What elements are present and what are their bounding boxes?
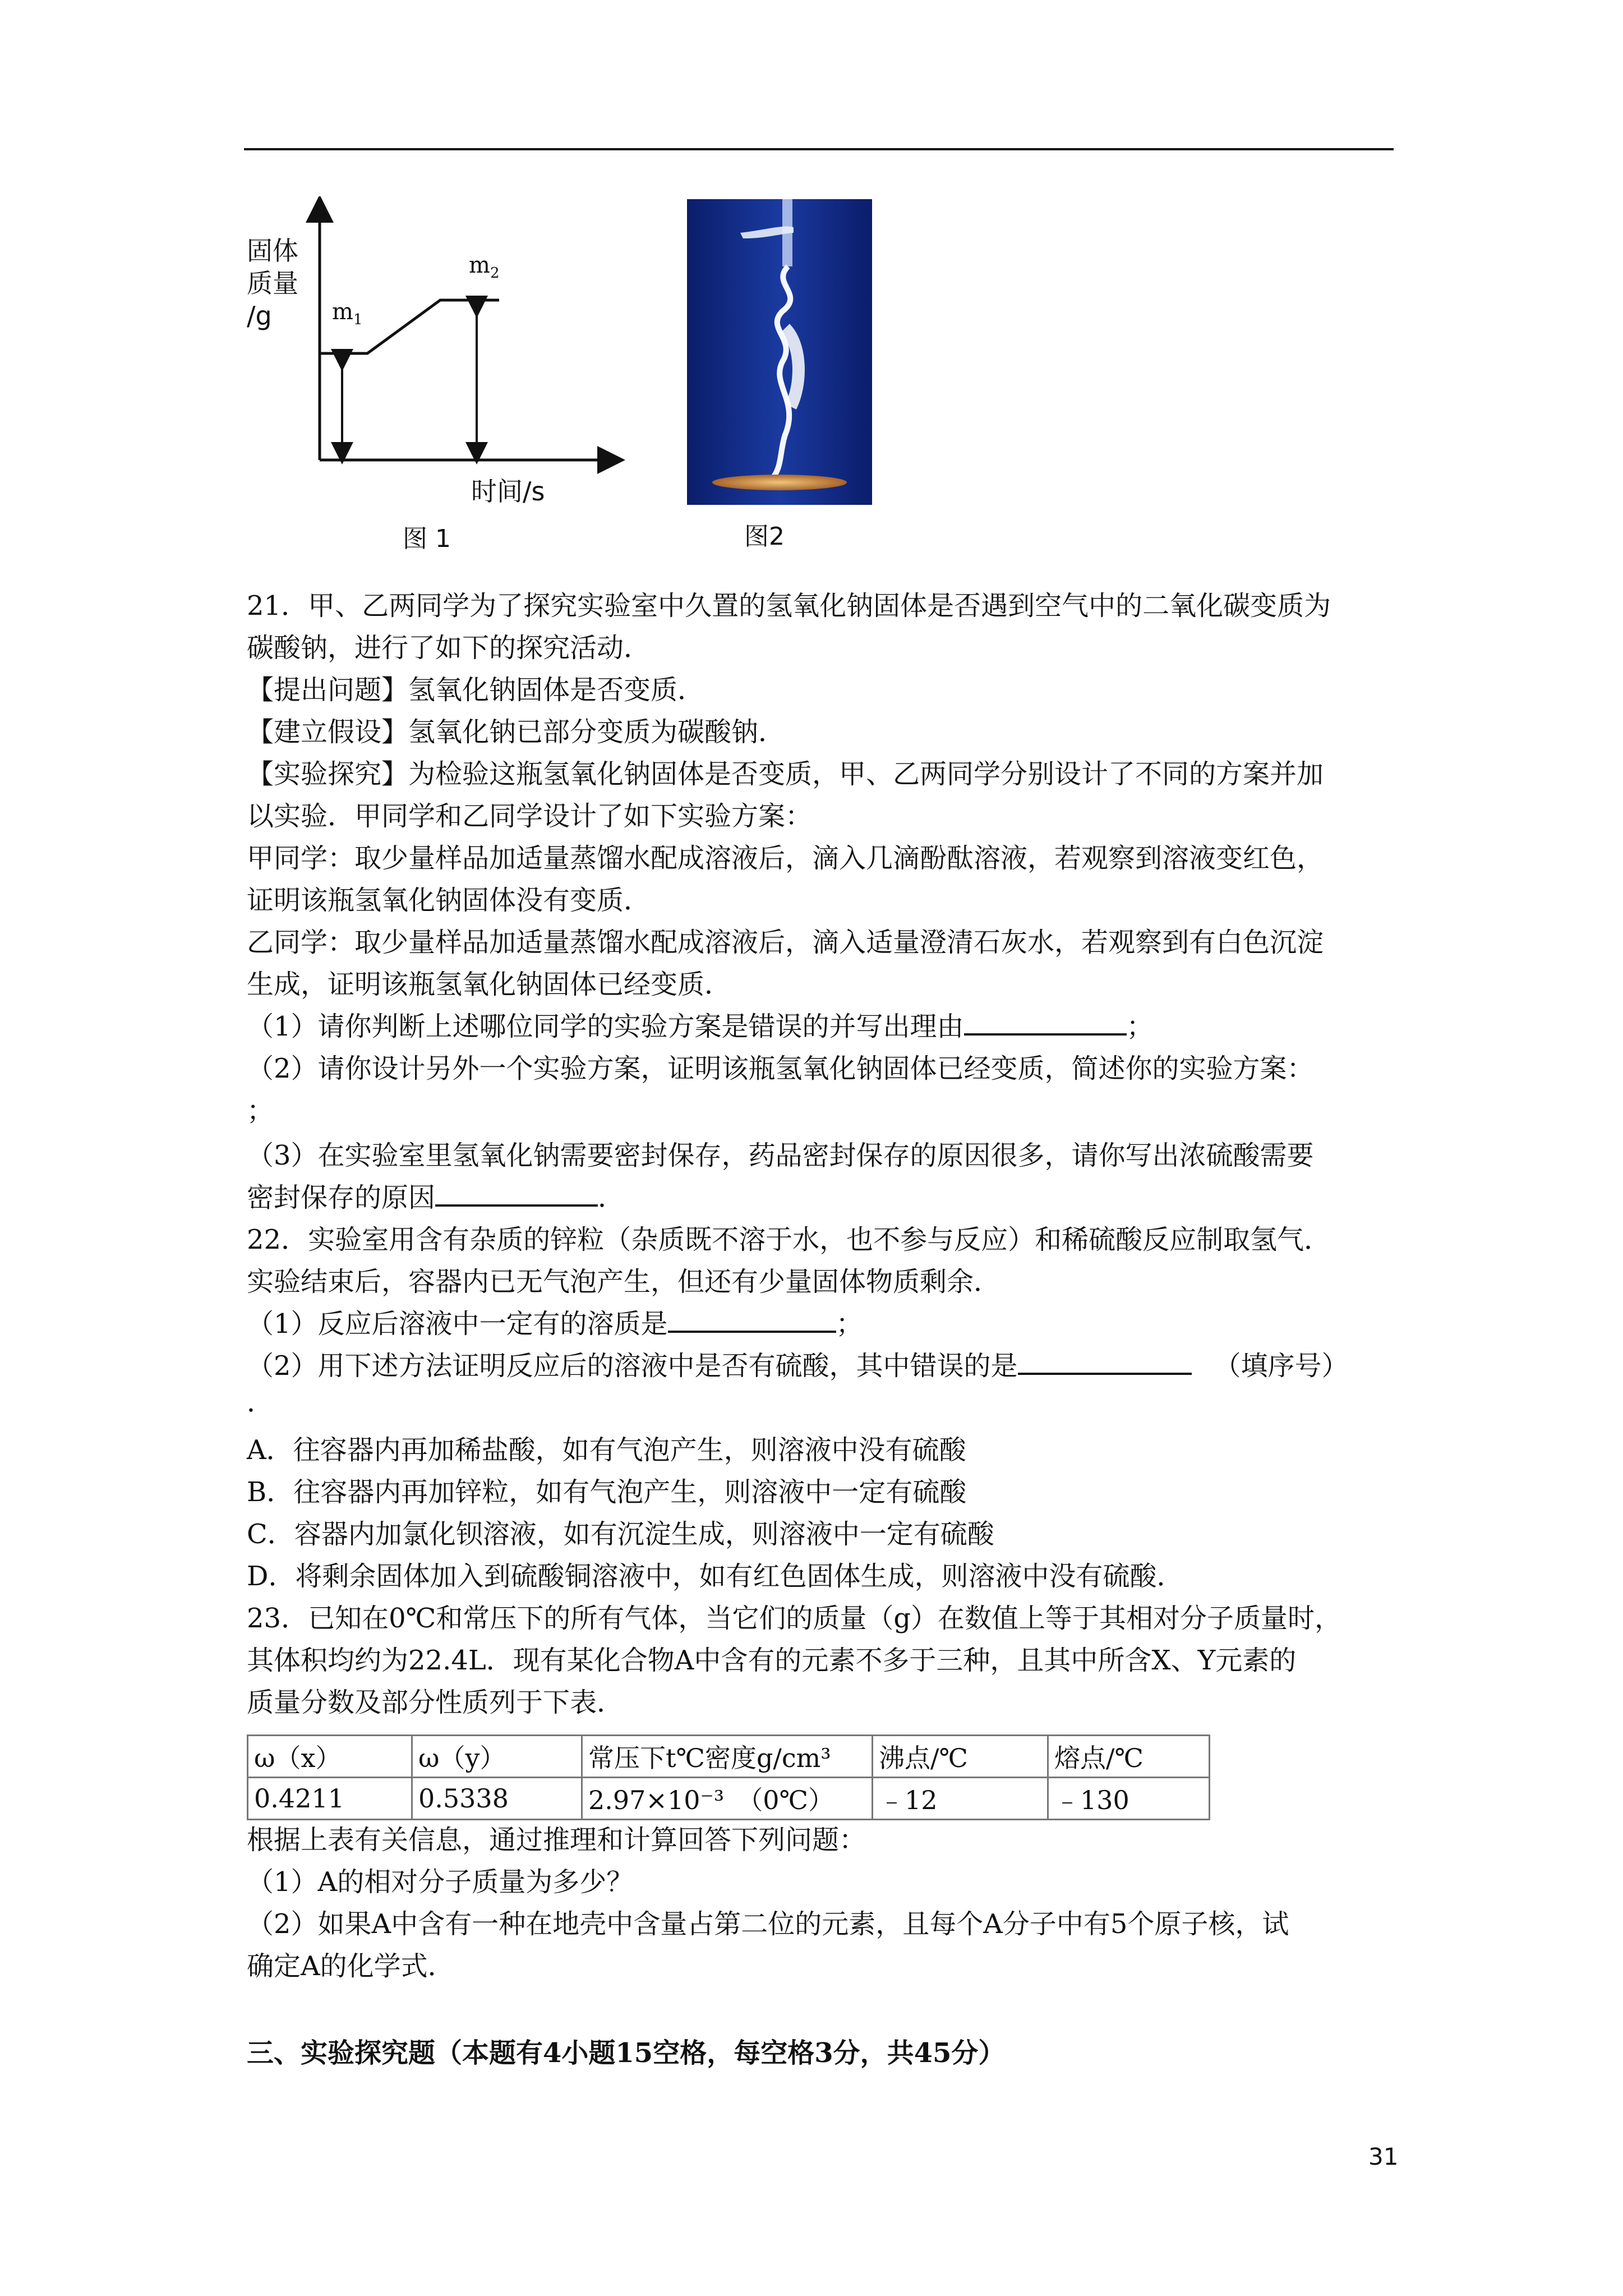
q22-part2-text: （2）用下述方法证明反应后的溶液中是否有硫酸，其中错误的是: [247, 1350, 1018, 1382]
table-cell: ﹣12: [873, 1778, 1048, 1820]
q21-line2: 碳酸钠，进行了如下的探究活动．: [247, 632, 651, 664]
figure-1-graph: [247, 196, 639, 561]
q21-part1-text: （1）请你判断上述哪位同学的实验方案是错误的并写出理由: [247, 1011, 964, 1042]
q22-part1: [247, 1307, 863, 1341]
q21-part3-text: 密封保存的原因: [247, 1182, 436, 1213]
q22-option-d: D．将剩余固体加入到硫酸铜溶液中，如有红色固体生成，则溶液中没有硫酸．: [247, 1561, 1184, 1592]
q23-part2-cont: 确定A的化学式．: [247, 1950, 455, 1982]
q21-line9: 乙同学：取少量样品加适量蒸馏水配成溶液后，滴入适量澄清石灰水，若观察到有白色沉淀: [247, 927, 1324, 958]
q21-part1: [247, 1010, 1154, 1043]
figure-2-caption: 图2: [744, 522, 785, 551]
q21-line8: 证明该瓶氢氧化钠固体没有变质．: [247, 885, 651, 916]
figure-1-caption: 图 1: [403, 524, 451, 553]
q22-answer-blank-1[interactable]: [668, 1307, 836, 1333]
table-header-cell: 熔点/℃: [1048, 1736, 1210, 1778]
q21-line3: 【提出问题】氢氧化钠固体是否变质．: [247, 674, 705, 706]
q21-line5: 【实验探究】为检验这瓶氢氧化钠固体是否变质，甲、乙两同学分别设计了不同的方案并加: [247, 758, 1324, 790]
q23-line1: 23．已知在0℃和常压下的所有气体，当它们的质量（g）在数值上等于其相对分子质量时，: [247, 1603, 1342, 1634]
q22-answer-blank-2[interactable]: [1018, 1349, 1192, 1375]
table-header-cell: 沸点/℃: [873, 1736, 1048, 1778]
q22-part1-text: （1）反应后溶液中一定有的溶质是: [247, 1308, 668, 1340]
m2-label: $m_2$: [469, 252, 500, 282]
q23-part1: （1）A的相对分子质量为多少？: [247, 1866, 634, 1898]
q23-line2: 其体积均约为22.4L．现有某化合物A中含有的元素不多于三种，且其中所含X、Y元素的: [247, 1645, 1297, 1676]
page-number: 31: [1368, 2143, 1399, 2170]
q22-part2-period: ．: [247, 1387, 274, 1418]
q22-option-b: B．往容器内再加锌粒，如有气泡产生，则溶液中一定有硫酸: [247, 1476, 967, 1508]
q21-part3-cont: [247, 1181, 625, 1214]
q21-answer-blank-3[interactable]: [435, 1181, 598, 1207]
figure-1: [247, 196, 639, 561]
q21-line6: 以实验．甲同学和乙同学设计了如下实验方案：: [247, 800, 813, 832]
table-header-cell: ω（y）: [412, 1736, 582, 1778]
q23-line3: 质量分数及部分性质列于下表．: [247, 1687, 624, 1718]
m1-label: $m_1$: [332, 299, 363, 328]
q22-part2: [247, 1349, 1349, 1383]
properties-table: [247, 1734, 1210, 1820]
q22-option-c: C．容器内加氯化钡溶液，如有沉淀生成，则溶液中一定有硫酸: [247, 1519, 994, 1550]
table-header-cell: 常压下t℃密度g/cm³: [582, 1736, 873, 1778]
x-axis-label: 时间/s: [471, 476, 545, 507]
q22-line1: 22．实验室用含有杂质的锌粒（杂质既不溶于水，也不参与反应）和稀硫酸反应制取氢气．: [247, 1224, 1331, 1255]
table-cell: ﹣130: [1048, 1778, 1210, 1820]
q21-line7: 甲同学：取少量样品加适量蒸馏水配成溶液后，滴入几滴酚酞溶液，若观察到溶液变红色，: [247, 843, 1324, 874]
q22-option-a: A．往容器内再加稀盐酸，如有气泡产生，则溶液中没有硫酸: [247, 1434, 966, 1466]
q21-line1: 21．甲、乙两同学为了探究实验室中久置的氢氧化钠固体是否遇到空气中的二氧化碳变质为: [247, 590, 1331, 622]
table-header-cell: ω（x）: [248, 1736, 412, 1778]
table-cell: 2.97×10⁻³ （0℃）: [582, 1778, 873, 1820]
y-axis-label: 固体 质量 /g: [247, 236, 298, 331]
header-rule: [244, 148, 1394, 150]
section-3-heading: 三、实验探究题（本题有4小题15空格，每空格3分，共45分）: [247, 2037, 1006, 2069]
q21-part2-end: ；: [247, 1095, 274, 1126]
q21-answer-blank-1[interactable]: [964, 1010, 1127, 1036]
table-cell: 0.4211: [248, 1778, 412, 1820]
table-cell: 0.5338: [412, 1778, 582, 1820]
q21-part2: （2）请你设计另外一个实验方案，证明该瓶氢氧化钠固体已经变质，简述你的实验方案：: [247, 1053, 1314, 1084]
q21-line4: 【建立假设】氢氧化钠已部分变质为碳酸钠．: [247, 716, 786, 748]
q22-part1-end: ；: [836, 1308, 863, 1340]
table-row: [248, 1778, 1210, 1820]
figure-2: [687, 199, 872, 551]
q21-line10: 生成，证明该瓶氢氧化钠固体已经变质．: [247, 969, 732, 1000]
q21-part3-end: ．: [598, 1182, 625, 1213]
q23-part2: （2）如果A中含有一种在地壳中含量占第二位的元素，且每个A分子中有5个原子核，试: [247, 1908, 1289, 1940]
q21-part3: （3）在实验室里氢氧化钠需要密封保存，药品密封保存的原因很多，请你写出浓硫酸需要: [247, 1140, 1314, 1171]
table-header-row: [248, 1736, 1210, 1778]
q22-line2: 实验结束后，容器内已无气泡产生，但还有少量固体物质剩余．: [247, 1266, 1001, 1297]
q21-part1-end: ；: [1126, 1011, 1154, 1042]
figure-2-photo: [687, 199, 872, 505]
q22-part2-end: （填序号）: [1214, 1350, 1349, 1382]
q23-line4: 根据上表有关信息，通过推理和计算回答下列问题：: [247, 1824, 866, 1856]
